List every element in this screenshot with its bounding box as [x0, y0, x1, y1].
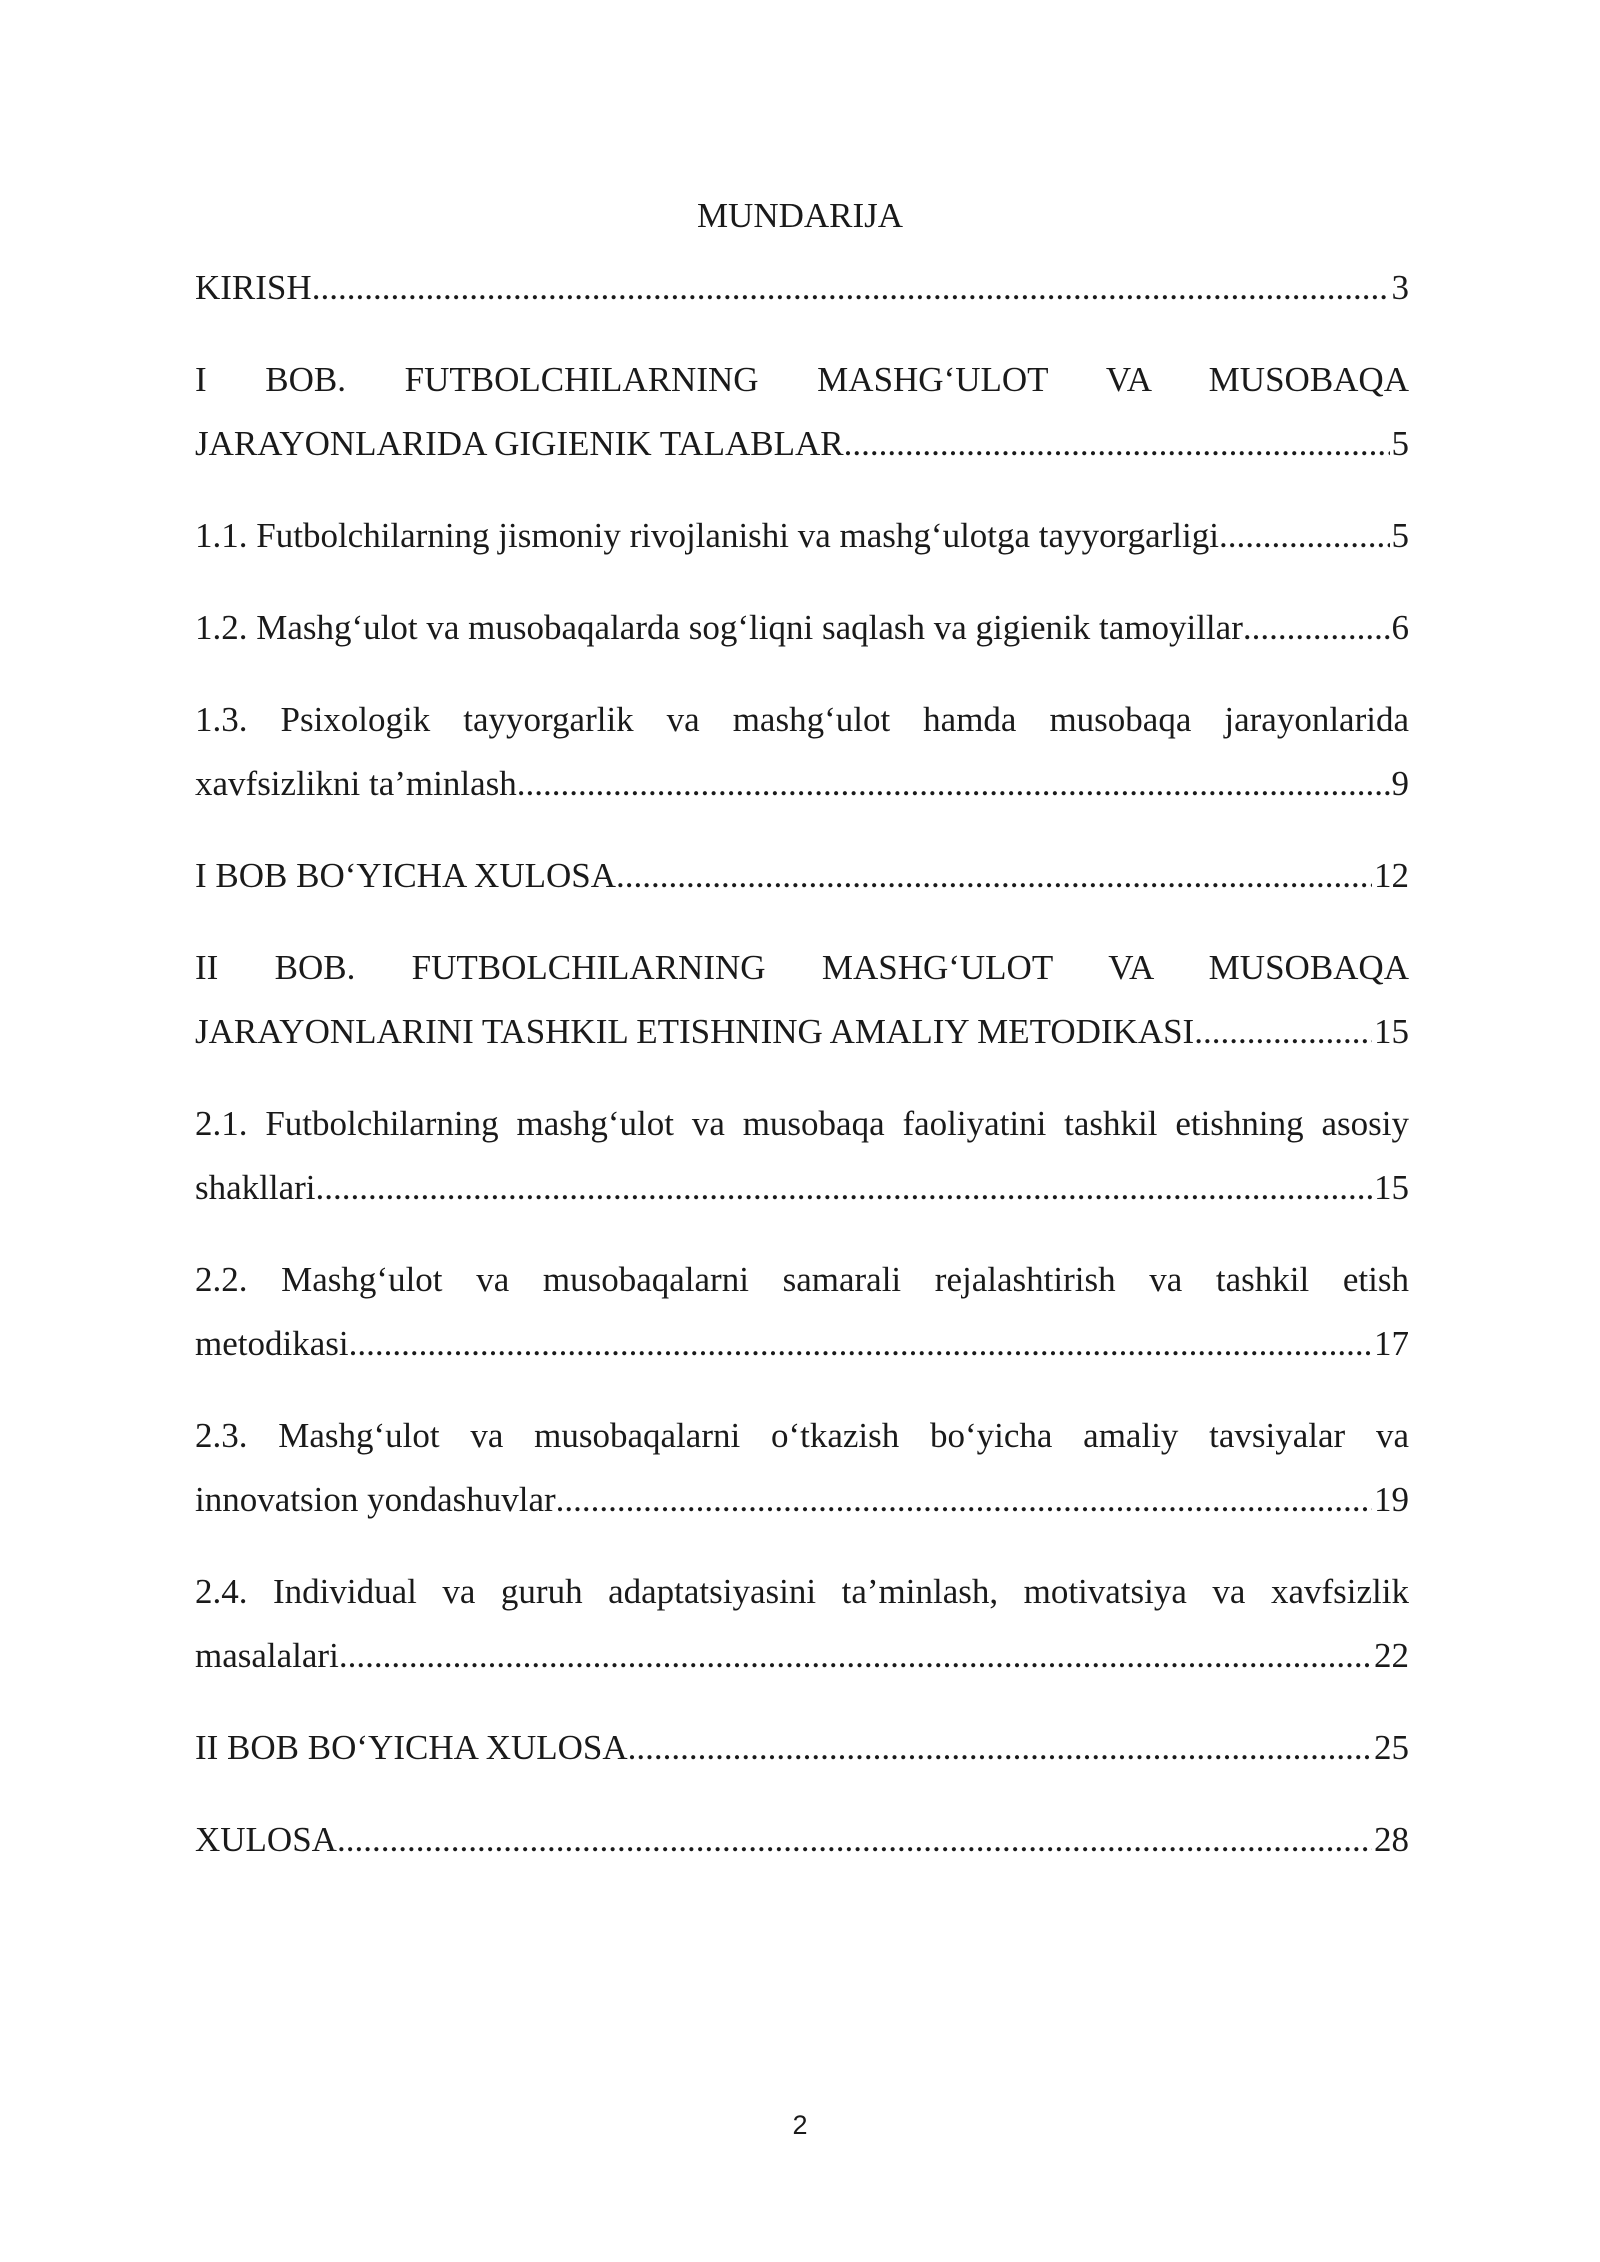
- toc-page-number: 25: [1374, 1728, 1409, 1767]
- toc-entry-title-line-1: 1.3. Psixologik tayyorgarlik va mashg‘ulot hamda musobaqa jarayonlarida: [195, 700, 1409, 739]
- toc-leader-dots: [1194, 1000, 1372, 1064]
- toc-entry-title-line-1: II BOB. FUTBOLCHILARNING MASHG‘ULOT VA MUSOBAQA: [195, 948, 1409, 987]
- toc-page-number: 28: [1374, 1820, 1409, 1859]
- toc-entry-line: [195, 1312, 1409, 1376]
- toc-entry-title: shakllari: [195, 1168, 316, 1207]
- toc-entry-2-3[interactable]: [195, 1404, 1409, 1532]
- toc-leader-dots: [1243, 596, 1390, 660]
- toc-leader-dots: [844, 412, 1390, 476]
- toc-entry-2-1[interactable]: [195, 1092, 1409, 1220]
- toc-page-number: 19: [1374, 1480, 1409, 1519]
- toc-entry-title: I BOB BO‘YICHA XULOSA: [195, 856, 616, 895]
- toc-entry-title: II BOB BO‘YICHA XULOSA: [195, 1728, 628, 1767]
- toc-entry-title: XULOSA: [195, 1820, 337, 1859]
- toc-entry-title-line-1: 2.2. Mashg‘ulot va musobaqalarni samarali rejalashtirish va tashkil etish: [195, 1260, 1409, 1299]
- toc-leader-dots: [339, 1624, 1372, 1688]
- toc-page-number: 22: [1374, 1636, 1409, 1675]
- toc-leader-dots: [556, 1468, 1372, 1532]
- toc-entry-line: [195, 596, 1409, 660]
- toc-entry-chapter-2[interactable]: [195, 936, 1409, 1064]
- toc-entry-1-3[interactable]: [195, 688, 1409, 816]
- toc-page-number: 9: [1391, 764, 1409, 803]
- toc-leader-dots: [517, 752, 1390, 816]
- toc-entry-chapter-2-conclusion[interactable]: [195, 1716, 1409, 1780]
- toc-entry-line: [195, 844, 1409, 908]
- toc-entry-chapter-1[interactable]: [195, 348, 1409, 476]
- toc-entry-title: innovatsion yondashuvlar: [195, 1480, 556, 1519]
- toc-leader-dots: [312, 256, 1390, 320]
- toc-entry-title: JARAYONLARIDA GIGIENIK TALABLAR: [195, 424, 844, 463]
- page-title: MUNDARIJA: [696, 196, 904, 235]
- toc-entry-title: masalalari: [195, 1636, 339, 1675]
- toc-page-number: 17: [1374, 1324, 1409, 1363]
- toc-entry-1-1[interactable]: [195, 504, 1409, 568]
- toc-entry-kirish[interactable]: [195, 256, 1409, 320]
- toc-entry-line: [195, 504, 1409, 568]
- toc-entry-title: xavfsizlikni ta’minlash: [195, 764, 517, 803]
- toc-entry-2-2[interactable]: [195, 1248, 1409, 1376]
- toc-entry-line: [195, 256, 1409, 320]
- toc-leader-dots: [349, 1312, 1372, 1376]
- toc-entry-2-4[interactable]: [195, 1560, 1409, 1688]
- toc-entry-title: JARAYONLARINI TASHKIL ETISHNING AMALIY METODIKASI: [195, 1012, 1195, 1051]
- table-of-contents: [195, 256, 1409, 1900]
- toc-page-number: 5: [1391, 516, 1409, 555]
- toc-entry-title: 1.1. Futbolchilarning jismoniy rivojlanishi va mashg‘ulotga tayyorgarligi: [195, 516, 1219, 555]
- toc-entry-title: metodikasi: [195, 1324, 349, 1363]
- toc-entry-chapter-1-conclusion[interactable]: [195, 844, 1409, 908]
- toc-entry-line: [195, 1000, 1409, 1064]
- toc-entry-line: [195, 1808, 1409, 1872]
- toc-leader-dots: [616, 844, 1372, 908]
- toc-page-number: 6: [1391, 608, 1409, 647]
- toc-entry-title: KIRISH: [195, 268, 312, 307]
- toc-entry-xulosa[interactable]: [195, 1808, 1409, 1872]
- toc-entry-line: [195, 412, 1409, 476]
- toc-entry-line: [195, 1468, 1409, 1532]
- toc-entry-title: 1.2. Mashg‘ulot va musobaqalarda sog‘liqni saqlash va gigienik tamoyillar: [195, 608, 1243, 647]
- toc-page-number: 15: [1374, 1168, 1409, 1207]
- toc-page-number: 12: [1374, 856, 1409, 895]
- toc-leader-dots: [628, 1716, 1372, 1780]
- toc-leader-dots: [1219, 504, 1390, 568]
- page-number: 2: [792, 2110, 808, 2140]
- toc-page-number: 5: [1391, 424, 1409, 463]
- toc-entry-title-line-1: 2.4. Individual va guruh adaptatsiyasini ta’minlash, motivatsiya va xavfsizlik: [195, 1572, 1409, 1611]
- toc-page-number: 15: [1374, 1012, 1409, 1051]
- toc-entry-title-line-1: 2.1. Futbolchilarning mashg‘ulot va musobaqa faoliyatini tashkil etishning asosiy: [195, 1104, 1409, 1143]
- toc-entry-title-line-1: I BOB. FUTBOLCHILARNING MASHG‘ULOT VA MUSOBAQA: [195, 360, 1409, 399]
- toc-entry-1-2[interactable]: [195, 596, 1409, 660]
- toc-entry-line: [195, 1156, 1409, 1220]
- toc-leader-dots: [337, 1808, 1372, 1872]
- toc-entry-title-line-1: 2.3. Mashg‘ulot va musobaqalarni o‘tkazish bo‘yicha amaliy tavsiyalar va: [195, 1416, 1409, 1455]
- toc-entry-line: [195, 1624, 1409, 1688]
- toc-entry-line: [195, 752, 1409, 816]
- toc-page-number: 3: [1391, 268, 1409, 307]
- toc-entry-line: [195, 1716, 1409, 1780]
- toc-leader-dots: [316, 1156, 1372, 1220]
